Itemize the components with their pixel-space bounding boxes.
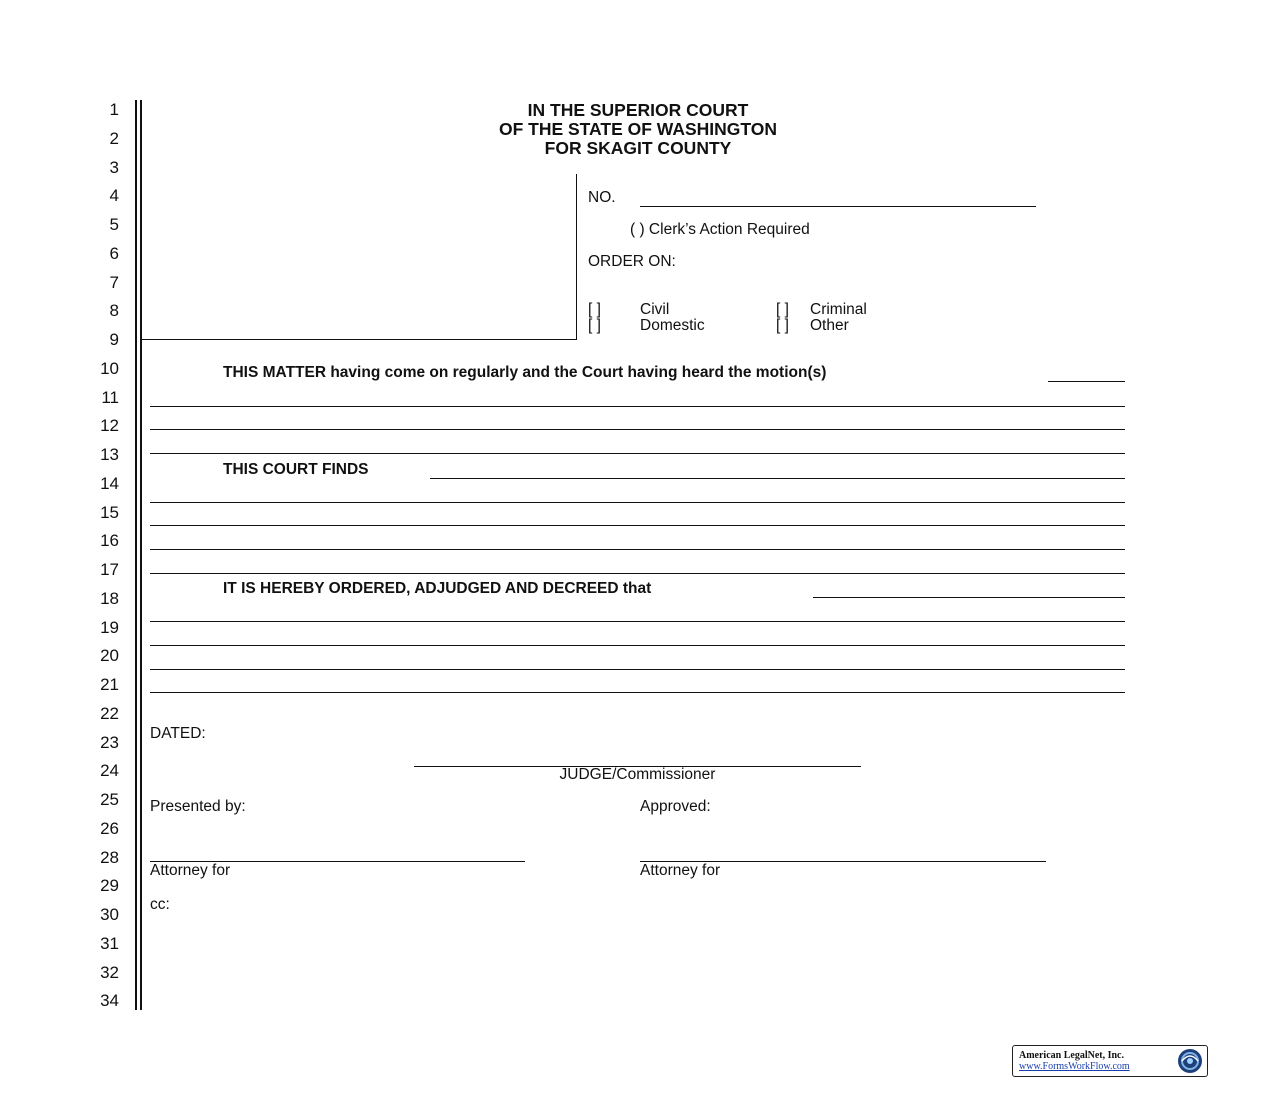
- line-number: 12: [100, 416, 119, 436]
- findings-fill-line[interactable]: [150, 525, 1125, 526]
- cc-label: cc:: [150, 896, 170, 913]
- line-number: 2: [109, 128, 119, 148]
- matter-statement: THIS MATTER having come on regularly and the Court having heard the motion(s): [223, 364, 827, 381]
- order-on-label: ORDER ON:: [588, 253, 676, 270]
- line-number: 21: [100, 675, 119, 694]
- case-number-label: NO.: [588, 189, 616, 206]
- order-fill-line[interactable]: [150, 669, 1125, 670]
- line-number: 29: [100, 876, 119, 896]
- clerk-action-required[interactable]: ( ) Clerk’s Action Required: [630, 221, 810, 238]
- findings-fill-line[interactable]: [150, 502, 1125, 503]
- line-number: 11: [101, 387, 119, 407]
- court-title-line-2: OF THE STATE OF WASHINGTON: [498, 119, 778, 139]
- matter-fill-line[interactable]: [150, 406, 1125, 407]
- findings-fill-line[interactable]: [150, 573, 1125, 574]
- line-number: 16: [100, 531, 119, 551]
- margin-rule-right: [140, 100, 142, 1010]
- line-number: 31: [100, 933, 119, 953]
- matter-fill-line[interactable]: [150, 429, 1125, 430]
- civil-checkbox[interactable]: [ ]: [588, 301, 601, 318]
- line-number: 23: [100, 732, 119, 752]
- line-number: 30: [100, 905, 119, 924]
- domestic-checkbox[interactable]: [ ]: [588, 317, 601, 334]
- line-number: 14: [100, 473, 119, 493]
- caption-box-bottom: [140, 339, 577, 340]
- line-number: 5: [109, 215, 119, 234]
- order-fill-line[interactable]: [150, 692, 1125, 693]
- margin-rule-left: [135, 100, 137, 1010]
- line-number: 3: [109, 157, 119, 177]
- line-number: 22: [100, 703, 119, 723]
- criminal-checkbox[interactable]: [ ]: [776, 301, 789, 318]
- line-number: 18: [100, 588, 119, 608]
- line-number: 15: [100, 502, 119, 522]
- line-number: 17: [100, 560, 119, 579]
- court-title-line-3: FOR SKAGIT COUNTY: [544, 138, 732, 158]
- domestic-label: Domestic: [640, 317, 705, 334]
- findings-heading: THIS COURT FINDS: [223, 461, 369, 478]
- line-number: 10: [100, 358, 119, 378]
- case-number-field[interactable]: [640, 206, 1036, 207]
- line-number: 8: [109, 301, 119, 321]
- presenting-attorney-label: Attorney for: [150, 862, 231, 879]
- line-number: 20: [100, 646, 119, 666]
- order-fill-line[interactable]: [813, 597, 1125, 598]
- order-fill-line[interactable]: [150, 645, 1125, 646]
- order-statement: IT IS HEREBY ORDERED, ADJUDGED AND DECREED that: [223, 580, 652, 597]
- line-number: 26: [100, 818, 119, 838]
- line-number: 34: [100, 991, 119, 1011]
- findings-fill-line[interactable]: [430, 478, 1125, 479]
- judge-signature-label: JUDGE/Commissioner: [559, 766, 716, 783]
- line-number: 13: [100, 445, 119, 464]
- line-number: 32: [100, 962, 119, 982]
- globe-icon: [1177, 1048, 1203, 1074]
- publisher-name: American LegalNet, Inc.: [1019, 1050, 1124, 1061]
- line-number: 19: [100, 617, 119, 637]
- approved-label: Approved:: [640, 798, 711, 815]
- line-number: 24: [100, 761, 119, 781]
- court-title-line-1: IN THE SUPERIOR COURT: [527, 100, 749, 120]
- other-checkbox[interactable]: [ ]: [776, 317, 789, 334]
- findings-fill-line[interactable]: [150, 549, 1125, 550]
- matter-fill-line[interactable]: [1048, 381, 1125, 382]
- publisher-logo[interactable]: [1012, 1045, 1208, 1077]
- line-number: 4: [109, 186, 119, 206]
- dated-label: DATED:: [150, 725, 206, 742]
- approving-attorney-label: Attorney for: [640, 862, 721, 879]
- line-number: 7: [109, 272, 119, 292]
- line-number: 25: [100, 790, 119, 809]
- line-number: 9: [109, 330, 119, 349]
- matter-fill-line[interactable]: [150, 453, 1125, 454]
- line-number: 28: [100, 847, 119, 867]
- line-number: 1: [109, 100, 119, 119]
- order-fill-line[interactable]: [150, 621, 1125, 622]
- other-label: Other: [810, 317, 849, 334]
- civil-label: Civil: [640, 301, 670, 318]
- presented-by-label: Presented by:: [150, 798, 246, 815]
- line-number: 6: [109, 243, 119, 263]
- criminal-label: Criminal: [810, 301, 867, 318]
- publisher-url[interactable]: www.FormsWorkFlow.com: [1019, 1061, 1130, 1072]
- caption-box-divider: [576, 174, 577, 340]
